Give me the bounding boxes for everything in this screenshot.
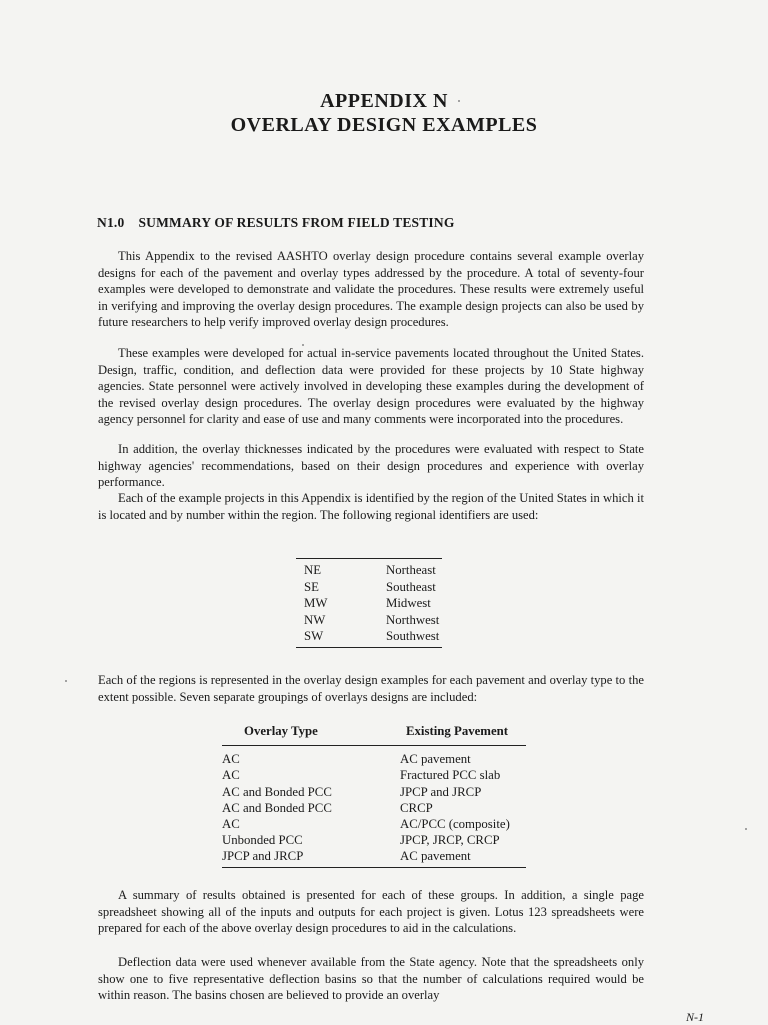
paragraph-4-text: Each of the example projects in this Appendix is identified by the region of the United States in which it is located and by number within the region. The following regional identifiers are used: bbox=[98, 491, 644, 522]
existing-pavement-cell: CRCP bbox=[400, 800, 433, 815]
table-row bbox=[222, 832, 526, 848]
region-code: NW bbox=[304, 612, 326, 627]
overlay-type-cell: AC bbox=[222, 752, 240, 767]
overlay-type-cell: AC and Bonded PCC bbox=[222, 784, 332, 799]
overlay-table-body bbox=[222, 746, 526, 867]
region-name: Midwest bbox=[386, 596, 431, 611]
header-overlay-type: Overlay Type bbox=[244, 724, 318, 738]
region-row bbox=[296, 595, 442, 612]
section-heading bbox=[97, 215, 455, 231]
paragraph-5 bbox=[98, 672, 644, 705]
page-number: N-1 bbox=[686, 1010, 704, 1024]
header-existing-pavement: Existing Pavement bbox=[406, 724, 509, 738]
existing-pavement-cell: AC/PCC (composite) bbox=[400, 817, 510, 832]
paragraph-6 bbox=[98, 887, 644, 937]
table-row bbox=[222, 800, 526, 816]
table-row bbox=[222, 816, 526, 832]
paragraph-6-text: A summary of results obtained is presented for each of these groups. In addition, a single page spreadsheet showing all of the inputs and outputs for each project is given. Lotus 123 spreadsheets were prepared for each of the above overlay design procedures to aid in the calculations. bbox=[98, 888, 644, 936]
paragraph-4 bbox=[98, 490, 644, 523]
table-row bbox=[222, 784, 526, 800]
existing-pavement-cell: JPCP, JRCP, CRCP bbox=[400, 833, 500, 848]
overlay-type-cell: AC bbox=[222, 768, 240, 783]
region-name: Southeast bbox=[386, 579, 436, 594]
scan-speck bbox=[302, 344, 304, 346]
region-table bbox=[296, 558, 442, 648]
overlay-type-cell: AC bbox=[222, 817, 240, 832]
region-code: NE bbox=[304, 563, 322, 577]
paragraph-2 bbox=[98, 345, 644, 428]
paragraph-1-text: This Appendix to the revised AASHTO overlay design procedure contains several example overlay designs for each of the pavement and overlay types addressed by the procedure. A total of seventy-four examples were developed to demonstrate and validate the procedures. These results were extremely useful in verifying and improving the overlay design procedures. The example design projects can also be used by future researchers to help verify improved overlay design procedures. bbox=[98, 249, 644, 330]
existing-pavement-cell: Fractured PCC slab bbox=[400, 768, 501, 783]
region-code: SW bbox=[304, 629, 324, 644]
region-row bbox=[296, 628, 442, 645]
region-code: MW bbox=[304, 596, 328, 611]
table-row bbox=[222, 767, 526, 783]
appendix-subtitle: OVERLAY DESIGN EXAMPLES bbox=[230, 114, 538, 136]
overlay-type-cell: Unbonded PCC bbox=[222, 833, 303, 848]
section-title: SUMMARY OF RESULTS FROM FIELD TESTING bbox=[138, 215, 455, 230]
overlay-type-cell: JPCP and JRCP bbox=[222, 849, 304, 864]
appendix-title: APPENDIX N bbox=[320, 90, 448, 112]
paragraph-7 bbox=[98, 954, 644, 1004]
existing-pavement-cell: JPCP and JRCP bbox=[400, 784, 482, 799]
existing-pavement-cell: AC pavement bbox=[400, 849, 471, 864]
overlay-table-header bbox=[222, 723, 526, 746]
scan-speck bbox=[745, 828, 747, 830]
section-number: N1.0 bbox=[97, 215, 125, 230]
table-row bbox=[222, 848, 526, 864]
region-name: Northeast bbox=[386, 563, 436, 577]
paragraph-1 bbox=[98, 248, 644, 331]
region-row bbox=[296, 562, 442, 579]
region-code: SE bbox=[304, 579, 319, 594]
paragraph-7-text: Deflection data were used whenever available from the State agency. Note that the spreadsheets only show one to five representative deflection basins so that the number of calculations required would be within reason. The basins chosen are believed to provide an overlay bbox=[98, 955, 644, 1003]
region-row bbox=[296, 612, 442, 629]
overlay-type-cell: AC and Bonded PCC bbox=[222, 800, 332, 815]
paragraph-3-text: In addition, the overlay thicknesses indicated by the procedures were evaluated with respect to State highway agencies' recommendations, based on their design procedures and experience with overlay performance. bbox=[98, 442, 644, 490]
existing-pavement-cell: AC pavement bbox=[400, 752, 471, 767]
paragraph-5-text: Each of the regions is represented in the overlay design examples for each pavement and overlay type to the extent possible. Seven separate groupings of overlays designs are included: bbox=[98, 673, 644, 704]
table-row bbox=[222, 751, 526, 767]
overlay-type-table bbox=[222, 723, 526, 868]
region-row bbox=[296, 579, 442, 596]
paragraph-3 bbox=[98, 441, 644, 491]
region-name: Southwest bbox=[386, 629, 440, 644]
region-name: Northwest bbox=[386, 612, 440, 627]
scan-speck bbox=[65, 680, 67, 682]
scan-speck bbox=[458, 100, 460, 102]
paragraph-2-text: These examples were developed for actual in-service pavements located throughout the United States. Design, traffic, condition, and deflection data were provided for these projects by 10 State highway agencies. State personnel were actively involved in developing these examples during the development of the revised overlay design procedures. The overlay design procedures were evaluated by the highway agency personnel for clarity and ease of use and many comments were incorporated into the procedures. bbox=[98, 346, 644, 427]
